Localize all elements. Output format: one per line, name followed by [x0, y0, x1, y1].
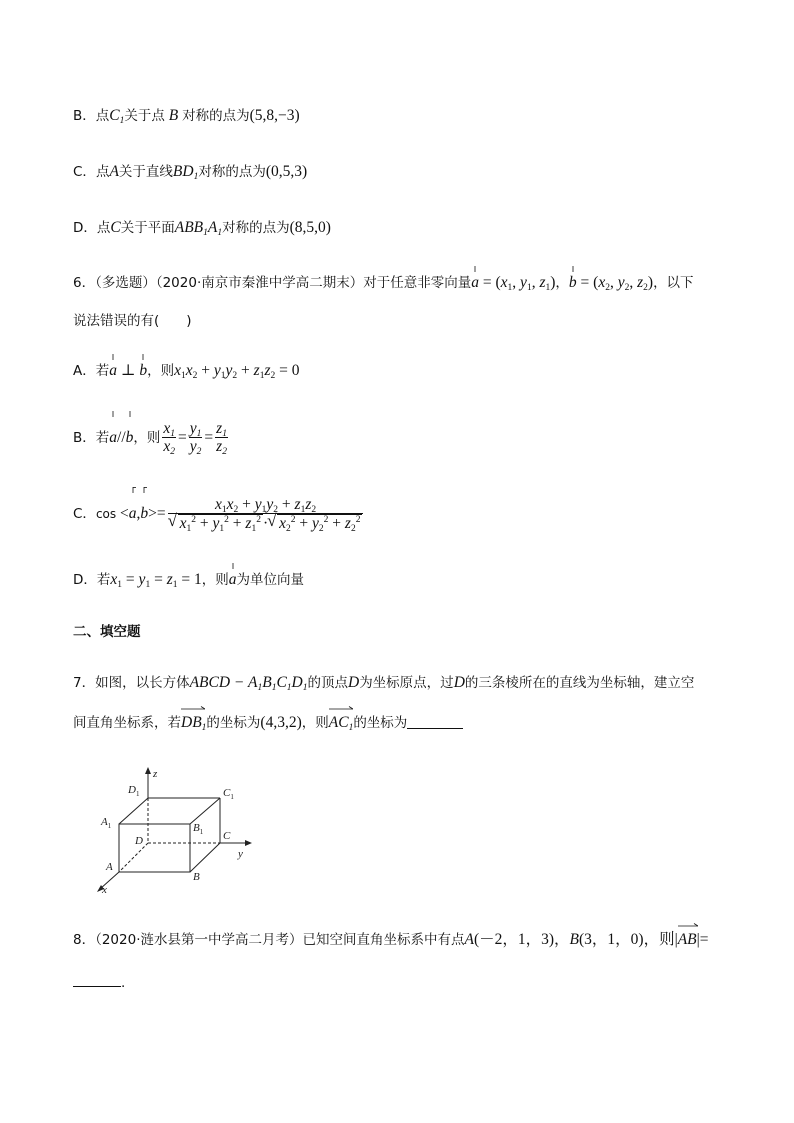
plane-abb1a1: $ABB_1A_1$: [174, 219, 223, 238]
label-x: x: [102, 884, 107, 893]
line-bd1: $BD_1$: [172, 163, 199, 182]
cuboid-name: ABCD − $A_1B_1C_1D_1$: [189, 674, 308, 693]
label-a1: $A_1$: [101, 816, 112, 830]
edge-bc: [190, 843, 220, 872]
vector-ab: AB: [678, 931, 697, 948]
dot-product-expression: $x_1x_2 + y_1y_2 + z_1z_2 = 0$: [174, 362, 300, 381]
q7-stem-line2: 间直角坐标系，若$DB_1$ 的坐标为(4,3,2)，则$AC_1$ 的坐标为: [73, 713, 463, 733]
q6-stem-line2: 说法错误的有( ): [73, 313, 192, 329]
answer-blank[interactable]: [73, 972, 121, 987]
q6-option-d: D．若$x_1 = y_1 = z_1 = 1$，则a 为单位向量: [73, 571, 304, 590]
option-label: C．: [73, 506, 96, 522]
label-d: D: [135, 835, 143, 847]
vector-a-def: a = ($x_1$, $y_1$, $z_1$): [471, 274, 556, 293]
coordinate: (8,5,0): [289, 219, 331, 236]
option-label: D．: [73, 220, 97, 236]
coordinate: (5,8,−3): [249, 107, 300, 124]
label-d1: $D_1$: [128, 784, 140, 798]
option-label: D．: [73, 572, 97, 588]
q6-option-b: B．若a //b ，则 $\frac{x_1}{x_2}$ = $\frac{y_1}{y_2}$ = $\frac{z_1}{z_2}$: [73, 418, 230, 458]
cuboid-figure: [92, 765, 262, 893]
section-title: 二、填空题: [73, 624, 141, 640]
edge-da: [119, 843, 148, 872]
option-d-line: D．点C关于平面$ABB_1A_1$对称的点为(8,5,0): [73, 219, 331, 238]
q7-stem: 7．如图，以长方体ABCD − $A_1B_1C_1D_1$的顶点D为坐标原点，过D的三条棱所在的直线为坐标轴，建立空: [73, 674, 695, 693]
coordinate: (0,5,3): [265, 163, 308, 180]
q6-option-a: A．若a ⊥ b ，则$x_1x_2 + y_1y_2 + z_1z_2 = 0$: [73, 362, 300, 381]
vector-db1: $DB_1$: [181, 714, 206, 731]
question-number: 6．: [73, 275, 96, 291]
option-c-line: C．点A关于直线$BD_1$对称的点为(0,5,3): [73, 163, 308, 182]
q8-stem: 8．（2020·涟水县第一中学高二月考）已知空间直角坐标系中有点A(－2，1，3)，B(3，1，0)，则|AB |=: [73, 930, 709, 950]
edge-a1d1: [119, 798, 148, 824]
option-b-line: B．点$C_1$关于点 B 对称的点为(5,8,−3): [73, 107, 300, 126]
label-b: B: [193, 871, 200, 883]
question-number: 7．: [73, 675, 96, 691]
q8-stem-line2: .: [73, 972, 125, 993]
label-c1: $C_1$: [223, 787, 234, 801]
ratio-expression: $\frac{x_1}{x_2}$ = $\frac{y_1}{y_2}$ = $\frac{z_1}{z_2}$: [163, 420, 227, 458]
vector-b-def: b = ($x_2$, $y_2$, $z_2$): [568, 274, 654, 293]
question-number: 8．: [73, 932, 96, 948]
q6-option-c: C．cos <a ,b >= $x_1x_2 + y_1y_2 + z_1z_2$ √ $x_1^2 + y_1^2 + z_1^2$ · √ $x_2^2 + y_2^2 + z_2^2$: [73, 494, 365, 534]
option-label: B．: [73, 430, 96, 446]
label-a: A: [106, 861, 113, 873]
vector-ac1: $AC_1$: [329, 714, 354, 731]
cosine-formula: <a ,b >= $x_1x_2 + y_1y_2 + z_1z_2$ √ $x_1^2 + y_1^2 + z_1^2$ · √ $x_2^2 + y_2^2 + z_2^2$: [116, 505, 365, 522]
label-c: C: [223, 830, 231, 842]
coordinate: (4,3,2): [260, 714, 302, 731]
label-y: y: [238, 848, 243, 860]
option-label: B．: [73, 108, 96, 124]
answer-blank[interactable]: [407, 714, 463, 729]
front-face: [119, 824, 190, 872]
label-z: z: [153, 768, 158, 780]
label-b1: $B_1$: [193, 822, 204, 836]
y-arrow-icon: [245, 840, 252, 846]
z-arrow-icon: [145, 767, 151, 774]
option-label: A．: [73, 363, 96, 379]
option-label: C．: [73, 164, 96, 180]
edge-b1c1: [190, 798, 220, 824]
q6-stem: 6．（多选题）（2020·南京市秦淮中学高二期末）对于任意非零向量a = ($x_1$, $y_1$, $z_1$)，b = ($x_2$, $y_2$, $z_2$)，以下: [73, 274, 694, 293]
point-c1: $C_1$: [109, 107, 125, 126]
